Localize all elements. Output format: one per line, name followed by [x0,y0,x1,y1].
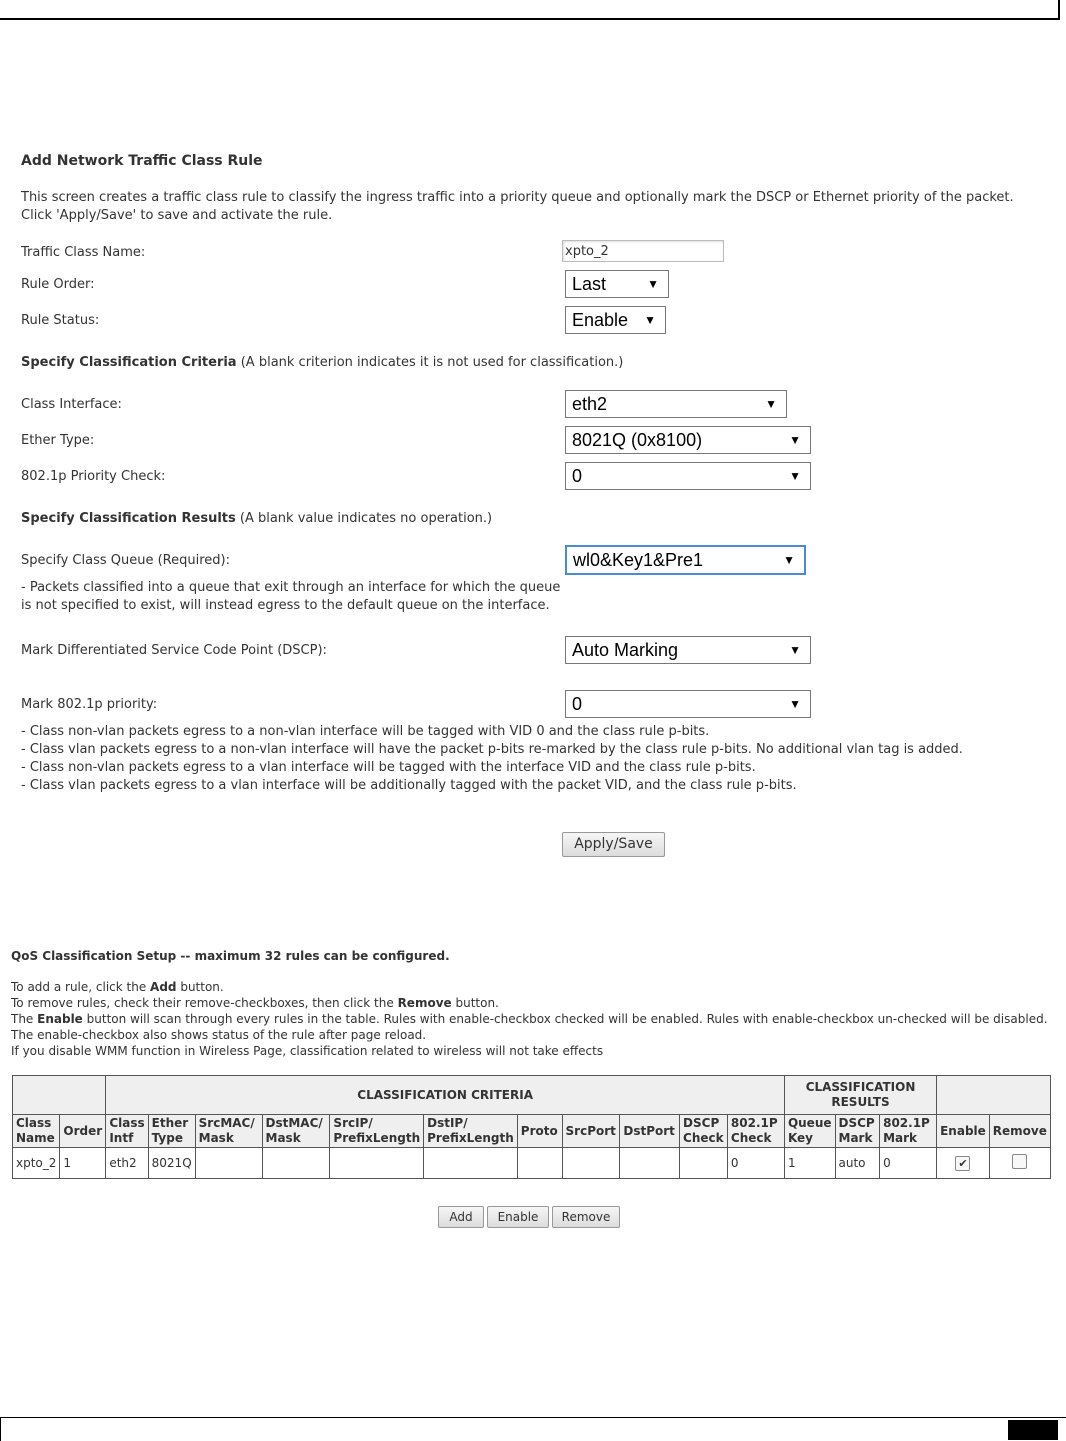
help-enable: The Enable button will scan through every rules in the table. Rules with enable-checkbox checked will be enabled. Rules with enable-checkbox un-checked will be disabled. [11,1012,1048,1026]
qos-title: QoS Classification Setup -- maximum 32 rules can be configured. [11,949,450,963]
col-header: DSCP Mark [835,1115,880,1148]
col-header: Class Name [13,1115,60,1148]
chevron-down-icon: ▼ [789,433,801,447]
cell-dstmac [262,1148,330,1179]
ether-type-value: 8021Q (0x8100) [572,430,703,450]
vlan-note: - Class vlan packets egress to a vlan interface will be additionally tagged with the packet VID, and the class rule p-bits. [21,778,797,793]
group-header-blank [937,1076,1051,1115]
group-header-results: CLASSIFICATION RESULTS [784,1076,936,1115]
help-wmm: If you disable WMM function in Wireless Page, classification related to wireless will not take effects [11,1044,604,1058]
form-description-line1: This screen creates a traffic class rule to classify the ingress traffic into a priority queue and optionally mark the DSCP or Ethernet priority of the packet. [21,190,1014,205]
remove-button[interactable]: Remove [552,1206,620,1228]
help-add: To add a rule, click the Add button. [11,980,224,994]
class-interface-select[interactable] [565,390,787,418]
queue-note [21,579,560,615]
cell-class-intf: eth2 [106,1148,148,1179]
criteria-heading: Specify Classification Criteria [21,355,237,370]
dscp-value: Auto Marking [572,640,679,660]
table-row [13,1148,1051,1179]
chevron-down-icon: ▼ [644,313,656,327]
cell-remove [989,1148,1050,1179]
chevron-down-icon: ▼ [647,277,659,291]
col-header: 802.1P Check [727,1115,784,1148]
class-queue-label: Specify Class Queue (Required): [21,553,230,568]
remove-checkbox[interactable] [1012,1154,1027,1169]
col-header: SrcPort [562,1115,620,1148]
col-header: SrcIP/ PrefixLength [330,1115,424,1148]
col-header: Enable [937,1115,990,1148]
cell-dstport [620,1148,680,1179]
col-header: DstPort [620,1115,680,1148]
col-header: Ether Type [148,1115,195,1148]
enable-checkbox[interactable]: ✔ [955,1156,970,1171]
qos-rules-table [12,1075,1051,1179]
traffic-class-name-input[interactable]: xpto_2 [562,240,724,262]
cell-dstip [424,1148,518,1179]
mark-priority-value: 0 [572,694,583,714]
cell-srcip [330,1148,424,1179]
add-button[interactable]: Add [438,1206,484,1228]
cell-order: 1 [60,1148,106,1179]
dscp-select[interactable] [565,636,811,664]
cell-8021p-mark: 0 [880,1148,937,1179]
col-header: Proto [517,1115,562,1148]
group-header-criteria: CLASSIFICATION CRITERIA [106,1076,785,1115]
vlan-note: - Class non-vlan packets egress to a vlan interface will be tagged with the interface VID and the class rule p-bits. [21,760,756,775]
cell-srcmac [195,1148,262,1179]
priority-check-label: 802.1p Priority Check: [21,469,166,484]
col-header: Order [60,1115,106,1148]
priority-check-value: 0 [572,466,583,486]
dscp-label: Mark Differentiated Service Code Point (DSCP): [21,643,327,658]
results-note: (A blank value indicates no operation.) [239,511,493,526]
cell-queue-key: 1 [784,1148,835,1179]
form-description [21,189,1061,225]
col-header: Queue Key [784,1115,835,1148]
rule-order-label: Rule Order: [21,277,95,292]
class-interface-value: eth2 [572,394,608,414]
form-description-line2: Click 'Apply/Save' to save and activate the rule. [21,208,333,223]
page-number-tab [1008,1420,1058,1440]
qos-help [11,979,1061,1059]
col-header: Remove [989,1115,1050,1148]
apply-save-button[interactable]: Apply/Save [562,832,665,857]
mark-priority-select[interactable] [565,690,811,718]
col-header: DstMAC/ Mask [262,1115,330,1148]
chevron-down-icon: ▼ [789,697,801,711]
page-border-top [0,0,1060,20]
col-header: DSCP Check [680,1115,728,1148]
class-interface-label: Class Interface: [21,397,122,412]
enable-button[interactable]: Enable [487,1206,549,1228]
help-remove: To remove rules, check their remove-checkboxes, then click the Remove button. [11,996,499,1010]
chevron-down-icon: ▼ [783,553,795,567]
col-header: Class Intf [106,1115,148,1148]
results-heading: Specify Classification Results [21,511,236,526]
results-heading-row [21,510,492,528]
rule-status-value: Enable [572,310,629,330]
queue-note-line1: - Packets classified into a queue that exit through an interface for which the queue [21,580,561,595]
criteria-note: (A blank criterion indicates it is not used for classification.) [240,355,624,370]
ether-type-select[interactable] [565,426,811,454]
rule-order-select[interactable] [565,270,669,298]
cell-srcport [562,1148,620,1179]
traffic-class-name-label: Traffic Class Name: [21,245,146,260]
ether-type-label: Ether Type: [21,433,95,448]
cell-ether-type: 8021Q [148,1148,195,1179]
form-title: Add Network Traffic Class Rule [21,153,263,169]
col-header: SrcMAC/ Mask [195,1115,262,1148]
queue-note-line2: is not specified to exist, will instead egress to the default queue on the interface. [21,598,550,613]
group-header-blank [13,1076,106,1115]
chevron-down-icon: ▼ [765,397,777,411]
mark-priority-label: Mark 802.1p priority: [21,697,158,712]
rule-order-value: Last [572,274,607,294]
vlan-notes [21,723,1061,795]
cell-dscp-mark: auto [835,1148,880,1179]
cell-8021p-check: 0 [727,1148,784,1179]
class-queue-value: wl0&Key1&Pre1 [573,550,704,570]
priority-check-select[interactable] [565,462,811,490]
help-status: The enable-checkbox also shows status of the rule after page reload. [11,1028,427,1042]
col-header: DstIP/ PrefixLength [424,1115,518,1148]
criteria-heading-row [21,354,623,372]
rule-status-label: Rule Status: [21,313,100,328]
chevron-down-icon: ▼ [789,643,801,657]
cell-class-name: xpto_2 [13,1148,60,1179]
col-header: 802.1P Mark [880,1115,937,1148]
cell-enable [937,1148,990,1179]
chevron-down-icon: ▼ [789,469,801,483]
vlan-note: - Class non-vlan packets egress to a non-vlan interface will be tagged with VID 0 and the class rule p-bits. [21,724,710,739]
page-border-bottom [0,1417,1066,1441]
class-queue-select[interactable] [565,545,806,575]
cell-proto [517,1148,562,1179]
vlan-note: - Class vlan packets egress to a non-vlan interface will have the packet p-bits re-marked by the class rule p-bits. No additional vlan tag is added. [21,742,963,757]
cell-dscp-check [680,1148,728,1179]
rule-status-select[interactable] [565,306,666,334]
